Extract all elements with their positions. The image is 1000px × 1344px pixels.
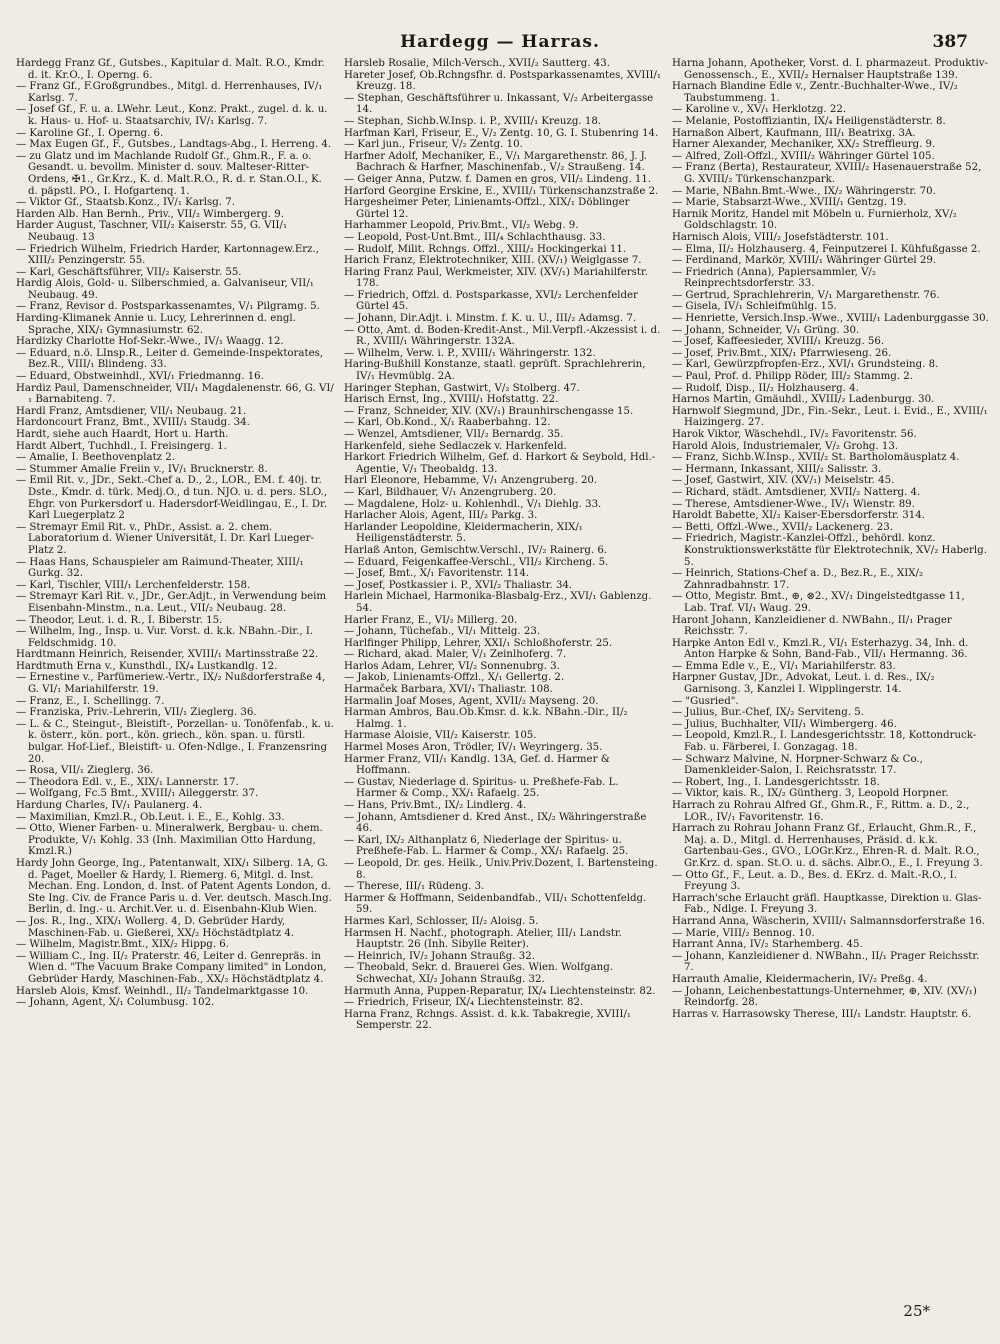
directory-entry: — "Gusried". xyxy=(672,695,739,707)
directory-entry: Harmsen H. Nachf., photograph. Atelier, III/₁ Landstr. Hauptstr. 26 (Inh. Sibylle Reiter). xyxy=(344,927,622,951)
directory-entry: — Karl, Geschäftsführer, VII/₂ Kaiserstr. 55. xyxy=(16,266,242,278)
directory-entry: Harnwolf Siegmund, JDr., Fin.-Sekr., Leut. i. Evid., E., XVIII/₁ Haizingerg. 27. xyxy=(672,405,988,429)
directory-entry: Harmer Franz, VII/₁ Kandlg. 13A, Gef. d. Harmer & Hoffmann. xyxy=(344,753,610,777)
directory-entry: — Heinrich, Stations-Chef a. D., Bez.R., E., XIX/₂ Zahnradbahnstr. 17. xyxy=(672,568,924,591)
directory-entry: Harmuth Anna, Puppen-Reparatur, IX/₄ Liechtensteinstr. 82. xyxy=(344,985,656,997)
directory-entry: — Eduard, Feigenkaffee-Verschl., VII/₂ Kircheng. 5. xyxy=(344,556,609,568)
directory-entry: — Karl jun., Friseur, V/₂ Zentg. 10. xyxy=(344,139,523,151)
directory-entry: — Amalie, I. Beethovenplatz 2. xyxy=(16,452,175,464)
directory-entry: Harrand Anna, Wäscherin, XVIII/₁ Salmannsdorferstraße 16. xyxy=(672,915,986,927)
directory-entry: — Leopold, Dr. ges. Heilk., Univ.Priv.Dozent, I. Bartensteing. 8. xyxy=(344,857,658,881)
directory-entry: — Franz, Schneider, XIV. (XV/₁) Braunhirschengasse 15. xyxy=(344,405,634,417)
directory-entry: — Johann, Amtsdiener d. Kred Anst., IX/₂ Währingerstraße 46. xyxy=(344,811,647,835)
directory-entry: — Stummer Amalie Freiin v., IV/₁ Brucknerstr. 8. xyxy=(16,463,268,475)
directory-entry: — Betti, Offzl.-Wwe., XVII/₂ Lackenerg. 23. xyxy=(672,521,893,533)
directory-entry: Harmase Aloisie, VII/₂ Kaiserstr. 105. xyxy=(344,730,537,742)
directory-entry: — Wolfgang, Fc.5 Bmt., XVIII/₁ Aileggerstr. 37. xyxy=(16,788,259,800)
directory-entry: Harisch Ernst, Ing., XVIII/₁ Hofstattg. 22. xyxy=(344,394,559,406)
directory-entry: Harlein Michael, Harmonika-Blasbalg-Erz., XVI/₁ Gablenzg. 54. xyxy=(344,591,652,614)
directory-entry: — Johann, Leichenbestattungs-Unternehmer, ⊕, XIV. (XV/₁) Reindorfg. 28. xyxy=(672,985,977,1009)
directory-entry: Harmes Karl, Schlosser, II/₂ Aloisg. 5. xyxy=(344,915,539,927)
directory-entry: — Johann, Agent, X/₁ Columbusg. 102. xyxy=(16,997,215,1009)
directory-entry: Harold Alois, Industriemaler, V/₂ Grohg. 13. xyxy=(672,440,899,452)
directory-entry: — Paul, Prof. d. Philipp Röder, III/₂ Stammg. 2. xyxy=(672,371,913,383)
directory-entry: — Johann, Tüchefab., VI/₁ Mittelg. 23. xyxy=(344,626,541,638)
directory-entry: Harhammer Leopold, Priv.Bmt., VI/₂ Webg. 9. xyxy=(344,220,579,232)
directory-entry: — Jakob, Linienamts-Offzl., X/₁ Gellertg. 2. xyxy=(344,672,565,684)
directory-entry: — L. & C., Steingut-, Bleistift-, Porzellan- u. Tonöfenfab., k. u. k. österr., kön. port., kön. griech., kön. span. u. fürstl. bulgar. Hof-Lief., Bleistift- u. Ofen-Ndlge., I. Franzensring 20. xyxy=(16,718,334,765)
directory-entry: — Heinrich, IV/₂ Johann Straußg. 32. xyxy=(344,950,535,962)
directory-entry: — Theodora Edl. v., E., XIX/₁ Lannerstr. 17. xyxy=(16,776,239,788)
directory-entry: Harden Alb. Han Bernh., Priv., VII/₂ Wimbergerg. 9. xyxy=(16,208,284,220)
directory-entry: — Hans, Priv.Bmt., IX/₂ Lindlerg. 4. xyxy=(344,800,527,811)
directory-entry: — Gustav, Niederlage d. Spiritus- u. Preßhefe-Fab. L. Harmer & Comp., XX/₁ Rafaelg. 25. xyxy=(344,776,619,800)
directory-entry: — Josef, Priv.Bmt., XIX/₁ Pfarrwieseng. 26. xyxy=(672,347,892,359)
directory-entry: — Josef, Gastwirt, XIV. (XV/₁) Meiselstr. 45. xyxy=(672,475,895,487)
directory-entry: — Johann, Kanzleidiener d. NWBahn., II/₁ Prager Reichsstr. 7. xyxy=(672,950,980,974)
directory-entry: Harrach'sche Erlaucht gräfl. Hauptkasse, Direktion u. Glas-Fab., Ndlge. I. Freyung 3. xyxy=(672,892,982,916)
directory-entry: — Eduard, Obstweinhdl., XVI/₁ Friedmanng. 16. xyxy=(16,371,264,383)
directory-entry: — Franz, Sichb.W.Insp., XVII/₂ St. Bartholomäusplatz 4. xyxy=(672,452,960,464)
directory-entry: Haroldt Babette, XI/₂ Kaiser-Ebersdorferstr. 314. xyxy=(672,510,925,522)
directory-entry: Hardtmuth Erna v., Kunsthdl., IX/₄ Lustkandlg. 12. xyxy=(16,660,278,672)
directory-entry: — Karl, IX/₂ Althanplatz 6, Niederlage der Spiritus- u. Preßhefe-Fab. L. Harmer & Comp., XX/₁ Rafaelg. 25. xyxy=(344,834,629,858)
directory-entry: — Karoline Gf., I. Operng. 6. xyxy=(16,127,164,139)
directory-entry: — Magdalene, Holz- u. Kohlenhdl., V/₁ Diehlg. 33. xyxy=(344,498,602,510)
directory-entry: — zu Glatz und im Machlande Rudolf Gf., Ghm.R., F. a. o. Gesandt. u. bevollm. Minister d. souv. Malteser-Ritter-Ordens, ✠1., Gr.Krz., K. d. Malt.R.O., R. d. r. Stan.O.I., K. d. päpstl. PO., I. Hofgartenq. 1. xyxy=(16,150,322,197)
directory-entry: Harnisch Alois, VIII/₂ Josefstädterstr. 101. xyxy=(672,231,889,243)
directory-entry: Harl Eleonore, Hebamme, V/₁ Anzengruberg. 20. xyxy=(344,475,598,487)
directory-entry: — Gisela, IV/₁ Schleifmühlg. 15. xyxy=(672,301,837,313)
directory-entry: — Melanie, Postoffiziantin, IX/₄ Heiligenstädterstr. 8. xyxy=(672,115,946,127)
directory-entry: — Franz, Revisor d. Postsparkassenamtes, V/₁ Pilgramg. 5. xyxy=(16,301,320,313)
directory-entry: — Friedrich, Magistr.-Kanzlei-Offzl., behördl. konz. Konstruktionswerkstätte für Elektrotechnik, XV/₂ Haberlg. 5. xyxy=(672,533,987,568)
directory-entry: — Franz (Berta), Restaurateur, XVIII/₂ Hasenauerstraße 52, G. XVIII/₂ Türkenschanzpark. xyxy=(672,162,982,185)
directory-entry: Harding-Klimanek Annie u. Lucy, Lehrerinnen d. engl. Sprache, XIX/₁ Gymnasiumstr. 62. xyxy=(16,313,296,336)
directory-entry: — Friedrich, Friseur, IX/₄ Liechtensteinstr. 82. xyxy=(344,997,584,1009)
directory-entry: — Otto, Megistr. Bmt., ⊕, ⊗2., XV/₁ Dingelstedtgasse 11, Lab. Traf. VI/₁ Waug. 29. xyxy=(672,591,965,614)
directory-entry: Harder August, Taschner, VII/₂ Kaiserstr. 55, G. VII/₁ Neubaug. 13 xyxy=(16,220,288,243)
directory-entry: Haring Franz Paul, Werkmeister, XIV. (XV/₁) Mariahilferstr. 178. xyxy=(344,266,648,290)
directory-entry: — Franziska, Priv.-Lehrerin, VII/₁ Zieglerg. 36. xyxy=(16,707,257,719)
directory-entry: — Therese, III/₁ Rüdeng. 3. xyxy=(344,881,485,893)
directory-entry: — Johann, Schneider, V/₁ Grüng. 30. xyxy=(672,324,860,336)
page-number: 387 xyxy=(932,32,968,52)
directory-entry: — Emil Rit. v., JDr., Sekt.-Chef a. D., 2., LOR., EM. f. 40j. tr. Dste., Kmdr. d. türk. Medj.O., d tun. NJO. u. d. pers. SLO., Ehgr. von Purkersdorf u. Hadersdorf-Weidlingau, E., I. Dr. Karl Luegerplatz 2 xyxy=(16,475,328,522)
directory-entry: — Rudolf, Milit. Rchngs. Offzl., XIII/₂ Hockingerkai 11. xyxy=(344,243,627,255)
entry-columns xyxy=(16,58,990,1294)
directory-entry: — Schwarz Malvine, N. Horpner-Schwarz & Co., Damenkleider-Salon, I. Reichsratsstr. 17. xyxy=(672,753,923,777)
directory-entry: Harmel Moses Aron, Trödler, IV/₁ Weyringerg. 35. xyxy=(344,742,603,754)
directory-entry: — Jos. R., Ing., XIX/₁ Wollerg. 4, D. Gebrüder Hardy, Maschinen-Fab. u. Gießerei, XX/₂ Höchstädtplatz 4. xyxy=(16,915,295,939)
directory-entry: — Wilhelm, Magistr.Bmt., XIX/₂ Hippg. 6. xyxy=(16,939,229,951)
directory-entry: — Theodor, Leut. i. d. R., I. Biberstr. 15. xyxy=(16,614,223,626)
directory-entry: Harnach Blandine Edle v., Zentr.-Buchhalter-Wwe., IV/₂ Taubstummeng. 1. xyxy=(672,81,958,104)
directory-entry: — Friedrich, Offzl. d. Postsparkasse, XVI/₂ Lerchenfelder Gürtel 45. xyxy=(344,289,638,313)
directory-entry: Harner Alexander, Mechaniker, XX/₂ Streffleurg. 9. xyxy=(672,139,936,151)
directory-entry: Harlacher Alois, Agent, III/₂ Parkg. 3. xyxy=(344,510,538,522)
page-header xyxy=(0,32,1000,54)
directory-entry: Harlos Adam, Lehrer, VI/₂ Sonnenubrg. 3. xyxy=(344,660,560,672)
directory-entry: Hardy John George, Ing., Patentanwalt, XIX/₁ Silberg. 1A, G. d. Paget, Moeller & Hardy, I. Riemerg. 6, Mitgl. d. Inst. Mechan. Eng. London, d. Inst. of Patent Agents London, d. Ste Ing. Civ. de France Paris u. d. Ver. deutsch. Masch.Ing. Berlin, d. Ing.- u. Archit.Ver. u. d. Eisenbahn-Klub Wien. xyxy=(16,857,332,916)
directory-entry: — Stremayr Emil Rit. v., PhDr., Assist. a. 2. chem. Laboratorium d. Wiener Universität, I. Dr. Karl Lueger-Platz 2. xyxy=(16,521,314,556)
directory-entry: Harna Franz, Rchngs. Assist. d. k.k. Tabakregie, XVIII/₁ Semperstr. 22. xyxy=(344,1008,631,1032)
directory-entry: — Karl, Gewürzpfropfen-Erz., XVI/₁ Grundsteing. 8. xyxy=(672,359,939,371)
directory-entry: — Ferdinand, Markör, XVIII/₁ Währinger Gürtel 29. xyxy=(672,255,937,267)
directory-entry: — Karoline v., XV/₁ Herklotzg. 22. xyxy=(672,104,847,116)
directory-entry: — Wilhelm, Ing., Insp. u. Vur. Vorst. d. k.k. NBahn.-Dir., I. Feldschmidg. 10. xyxy=(16,626,314,649)
directory-entry: Hardtmann Heinrich, Reisender, XVIII/₁ Martinsstraße 22. xyxy=(16,649,319,661)
directory-entry: Haront Johann, Kanzleidiener d. NWBahn., II/₁ Prager Reichsstr. 7. xyxy=(672,614,952,638)
directory-entry: — Therese, Amtsdiener-Wwe., IV/₁ Wienstr. 89. xyxy=(672,498,915,510)
directory-entry: — Marie, Stabsarzt-Wwe., XVIII/₁ Gentzg. 19. xyxy=(672,197,907,209)
directory-entry: — Maximilian, Kmzl.R., Ob.Leut. i. E., E., Kohlg. 33. xyxy=(16,811,285,823)
directory-entry: — Otto Gf., F., Leut. a. D., Bes. d. EKrz. d. Malt.-R.O., I. Freyung 3. xyxy=(672,869,957,893)
directory-entry: Harich Franz, Elektrotechniker, XIII. (XV/₁) Weiglgasse 7. xyxy=(344,255,642,267)
directory-entry: — Friedrich Wilhelm, Friedrich Harder, Kartonnagew.Erz., XIII/₂ Penzingerstr. 55. xyxy=(16,243,320,267)
directory-entry: — Stremayr Karl Rit. v., JDr., Ger.Adjt., in Verwendung beim Eisenbahn-Minstm., n.a. Leut., VII/₂ Neubaug. 28. xyxy=(16,591,327,614)
directory-entry: Harkort Friedrich Wilhelm, Gef. d. Harkort & Seybold, Hdl.-Agentie, V/₁ Theobaldg. 13. xyxy=(344,452,656,475)
directory-entry: Harlfinger Philipp, Lehrer, XXI/₁ Schloßhoferstr. 25. xyxy=(344,637,613,649)
column-middle xyxy=(344,58,662,1294)
directory-entry: — Max Eugen Gf., F., Gutsbes., Landtags-Abg., I. Herreng. 4. xyxy=(16,139,332,151)
running-title: Hardegg — Harras. xyxy=(400,32,600,52)
directory-entry: — Josef, Kaffeesieder, XVIII/₁ Kreuzg. 56. xyxy=(672,336,885,348)
directory-entry: — Rudolf, Disp., II/₂ Holzhauserg. 4. xyxy=(672,382,859,394)
directory-entry: — Robert, Ing., I. Landesgerichtsstr. 18. xyxy=(672,776,880,788)
column-right xyxy=(672,58,990,1294)
directory-entry: Harsleb Rosalie, Milch-Versch., XVII/₂ Sautterg. 43. xyxy=(344,58,610,69)
directory-entry: — Alfred, Zoll-Offzl., XVIII/₂ Währinger Gürtel 105. xyxy=(672,150,935,162)
directory-entry: — Marie, NBahn.Bmt.-Wwe., IX/₂ Währingerstr. 70. xyxy=(672,185,936,197)
directory-entry: — Otto, Wiener Farben- u. Mineralwerk, Bergbau- u. chem. Produkte, V/₁ Kohlg. 33 (Inh. Maximilian Otto Hardung, Kmzl.R.) xyxy=(16,823,323,858)
directory-entry: Hardl Franz, Amtsdiener, VII/₁ Neubaug. 21. xyxy=(16,405,247,417)
directory-entry: Harpke Anton Edl v., Kmzl.R., VI/₁ Esterhazyg. 34, Inh. d. Anton Harpke & Sohn, Band-Fab., VII/₁ Hermanng. 36. xyxy=(672,637,969,661)
directory-entry: — Johann, Dir.Adjt. i. Minstm. f. K. u. U., III/₂ Adamsg. 7. xyxy=(344,313,637,325)
directory-entry: Harkenfeld, siehe Sedlaczek v. Harkenfeld. xyxy=(344,440,567,452)
directory-entry: Harlander Leopoldine, Kleidermacherin, XIX/₁ Heiligenstädterstr. 5. xyxy=(344,521,583,545)
directory-entry: — Marie, VIII/₂ Bennog. 10. xyxy=(672,927,815,939)
directory-entry: Harmer & Hoffmann, Seidenbandfab., VII/₁ Schottenfeldg. 59. xyxy=(344,892,647,916)
directory-entry: — Richard, akad. Maler, V/₁ Zeinlhoferg. 7. xyxy=(344,649,567,661)
directory-entry: — Karl, Tischler, VIII/₁ Lerchenfelderstr. 158. xyxy=(16,579,251,591)
directory-entry: — Stephan, Sichb.W.Insp. i. P., XVIII/₁ Kreuzg. 18. xyxy=(344,115,602,127)
directory-entry: — Theobald, Sekr. d. Brauerei Ges. Wien. Wolfgang. Schwechat, XI/₂ Johann Straußg. 32. xyxy=(344,962,613,985)
directory-entry: Harsleb Alois, Kmsf. Weinhdl., II/₂ Tandelmarktgasse 10. xyxy=(16,985,309,997)
directory-entry: — Karl, Ob.Kond., X/₁ Raaberbahng. 12. xyxy=(344,417,551,429)
directory-entry: Harfman Karl, Friseur, E., V/₂ Zentg. 10, G. I. Stubenring 14. xyxy=(344,127,659,139)
directory-entry: — Otto, Amt. d. Boden-Kredit-Anst., Mil.Verpfl.-Akzessist i. d. R., XVIII/₁ Währingerstr. 132A. xyxy=(344,324,661,348)
directory-entry: Hardiz Paul, Damenschneider, VII/₁ Magdalenenstr. 66, G. VI/₁ Barnabiteng. 7. xyxy=(16,382,334,406)
directory-entry: — Hermann, Inkassant, XIII/₂ Salisstr. 3. xyxy=(672,463,882,475)
directory-entry: — Richard, städt. Amtsdiener, XVII/₂ Natterg. 4. xyxy=(672,486,921,498)
directory-entry: — Stephan, Geschäftsführer u. Inkassant, V/₂ Arbeitergasse 14. xyxy=(344,92,654,116)
directory-entry: — Viktor, kais. R., IX/₂ Güntherg. 3, Leopold Horpner. xyxy=(672,788,949,800)
directory-entry: Harrant Anna, IV/₂ Starhemberg. 45. xyxy=(672,939,863,951)
directory-entry: — Rosa, VII/₁ Zieglerg. 36. xyxy=(16,765,154,777)
directory-entry: Harmalin Joaf Moses, Agent, XVII/₂ Mayseng. 20. xyxy=(344,695,599,707)
directory-entry: — Josef, Bmt., X/₁ Favoritenstr. 114. xyxy=(344,568,530,580)
column-left xyxy=(16,58,334,1294)
directory-entry: Harmaček Barbara, XVI/₁ Thaliastr. 108. xyxy=(344,684,553,696)
directory-entry: — Josef Gf., F. u. a. LWehr. Leut., Konz. Prakt., zugel. d. k. u. k. Haus- u. Hof- u. Staatsarchiv, IV/₁ Karlsg. 7. xyxy=(16,104,328,127)
directory-entry: Hareter Josef, Ob.Rchngsfhr. d. Postsparkassenamtes, XVIII/₁ Kreuzg. 18. xyxy=(344,69,662,93)
directory-entry: Harnos Martin, Gmäuhdl., XVIII/₂ Ladenburgg. 30. xyxy=(672,394,935,406)
directory-entry: — Elma, II/₂ Holzhauserg. 4, Feinputzerei I. Kühfußgasse 2. xyxy=(672,243,981,255)
directory-entry: — Julius, Buchhalter, VII/₁ Wimbergerg. 46. xyxy=(672,718,897,730)
directory-entry: Hardoncourt Franz, Bmt., XVIII/₁ Staudg. 34. xyxy=(16,417,250,429)
directory-entry: — Julius, Bur.-Chef, IX/₂ Serviteng. 5. xyxy=(672,707,864,719)
directory-entry: Hardung Charles, IV/₁ Paulanerg. 4. xyxy=(16,800,203,811)
directory-entry: Harfner Adolf, Mechaniker, E., V/₁ Margarethenstr. 86, J. J. Bachrach & Harfner, Maschinenfab., V/₂ Straußeng. 14. xyxy=(344,150,648,174)
directory-entry: — William C., Ing. II/₂ Praterstr. 46, Leiter d. Genrepräs. in Wien d. "The Vacuum Brake Company limited" in London, Gebrüder Hardy, Maschinen-Fab., XX/₂ Höchstädtplatz 4. xyxy=(16,950,327,985)
directory-entry: Harford Georgine Erskine, E., XVIII/₁ Türkenschanzstraße 2. xyxy=(344,185,659,197)
directory-entry: Hardizky Charlotte Hof-Sekr.-Wwe., IV/₁ Waagg. 12. xyxy=(16,336,284,348)
sheet-signature: 25* xyxy=(903,1302,930,1320)
directory-entry: Hargesheimer Peter, Linienamts-Offzl., XIX/₁ Döblinger Gürtel 12. xyxy=(344,197,630,220)
directory-entry: — Franz Gf., F.Großgrundbes., Mitgl. d. Herrenhauses, IV/₁ Karlsg. 7. xyxy=(16,81,323,104)
directory-entry: Harrach zu Rohrau Alfred Gf., Ghm.R., F., Rittm. a. D., 2., LOR., IV/₁ Favoritenstr. 16. xyxy=(672,800,970,823)
directory-entry: Harnaßon Albert, Kaufmann, III/₁ Beatrixg. 3A. xyxy=(672,127,916,139)
directory-entry: Hardt Albert, Tuchhdl., I. Freisingerg. 1. xyxy=(16,440,227,452)
directory-entry: Haringer Stephan, Gastwirt, V/₂ Stolberg. 47. xyxy=(344,382,580,394)
directory-entry: — Friedrich (Anna), Papiersammler, V/₂ Reinprechtsdorferstr. 33. xyxy=(672,266,876,290)
directory-entry: — Karl, Bildhauer, V/₁ Anzengruberg. 20. xyxy=(344,486,557,498)
directory-entry: Hardt, siehe auch Haardt, Hort u. Harth. xyxy=(16,429,229,440)
directory-entry: — Leopold, Post-Unt.Bmt., III/₄ Schlachthausg. 33. xyxy=(344,231,606,243)
directory-entry: Harpner Gustav, JDr., Advokat, Leut. i. d. Res., IX/₂ Garnisong. 3, Kanzlei I. Wipplingerstr. 14. xyxy=(672,672,935,696)
directory-entry: Harler Franz, E., VI/₂ Millerg. 20. xyxy=(344,614,518,626)
directory-entry: — Josef, Postkassier i. P., XVI/₂ Thaliastr. 34. xyxy=(344,579,573,591)
directory-entry: Harok Viktor, Wäschehdl., IV/₂ Favoritenstr. 56. xyxy=(672,429,917,440)
directory-entry: Haring-Bußhill Konstanze, staatl. geprüft. Sprachlehrerin, IV/₁ Hevmüblg. 2A. xyxy=(344,359,646,383)
directory-entry: Harna Johann, Apotheker, Vorst. d. I. pharmazeut. Produktiv-Genossensch., E., XVII/₂ Hernalser Hauptstraße 139. xyxy=(672,58,988,81)
directory-entry: Harlaß Anton, Gemischtw.Verschl., IV/₂ Rainerg. 6. xyxy=(344,544,608,556)
directory-entry: Harrauth Amalie, Kleidermacherin, IV/₂ Preßg. 4. xyxy=(672,973,928,985)
directory-entry: — Ernestine v., Parfümeriew.-Vertr., IX/₂ Nußdorferstraße 4, G. VI/₁ Mariahilferstr. 19. xyxy=(16,672,326,696)
directory-entry: Harnik Moritz, Handel mit Möbeln u. Furnierholz, XV/₂ Goldschlagstr. 10. xyxy=(672,208,957,232)
directory-entry: Harrach zu Rohrau Johann Franz Gf., Erlaucht, Ghm.R., F., Maj. a. D., Mitgl. d. Herrenhauses, Präsid. d. k.k. Gartenbau-Ges., GVO., LOGr.Krz., Ehren-R. d. Malt. R.O., Gr.Krz. d. span. St.O. u. d. sächs. Albr.O., E., I. Freyung 3. xyxy=(672,823,983,869)
directory-entry: — Henriette, Versich.Insp.-Wwe., XVIII/₁ Ladenburggasse 30. xyxy=(672,313,989,325)
directory-entry: — Wenzel, Amtsdiener, VII/₂ Bernardg. 35. xyxy=(344,429,564,440)
directory-entry: — Viktor Gf., Staatsb.Konz., IV/₁ Karlsg. 7. xyxy=(16,197,235,209)
directory-entry: Hardig Alois, Gold- u. Silberschmied, a. Galvaniseur, VII/₁ Neubaug. 49. xyxy=(16,278,314,301)
directory-entry: — Eduard, n.ö. LInsp.R., Leiter d. Gemeinde-Inspektorates, Bez.R., VIII/₁ Blindeng. 33. xyxy=(16,347,324,371)
directory-entry: Hardegg Franz Gf., Gutsbes., Kapitular d. Malt. R.O., Kmdr. d. it. Kr.O., I. Operng. 6. xyxy=(16,58,325,81)
directory-entry: — Haas Hans, Schauspieler am Raimund-Theater, XIII/₁ Gurkg. 32. xyxy=(16,556,304,580)
directory-entry: — Gertrud, Sprachlehrerin, V/₁ Margarethenstr. 76. xyxy=(672,289,940,301)
directory-entry: Harman Ambros, Bau.Ob.Kmsr. d. k.k. NBahn.-Dir., II/₂ Halmg. 1. xyxy=(344,707,628,730)
directory-entry: — Emma Edle v., E., VI/₁ Mariahilferstr. 83. xyxy=(672,660,896,672)
directory-entry: Harras v. Harrasowsky Therese, III/₁ Landstr. Hauptstr. 6. xyxy=(672,1008,972,1020)
directory-entry: — Wilhelm, Verw. i. P., XVIII/₁ Währingerstr. 132. xyxy=(344,347,596,359)
directory-entry: — Geiger Anna, Putzw. f. Damen en gros, VII/₂ Lindeng. 11. xyxy=(344,173,652,185)
directory-entry: — Leopold, Kmzl.R., I. Landesgerichtsstr. 18, Kottondruck-Fab. u. Färberei, I. Gonzagag. 18. xyxy=(672,730,977,754)
directory-entry: — Franz, E., I. Schellingg. 7. xyxy=(16,695,165,707)
